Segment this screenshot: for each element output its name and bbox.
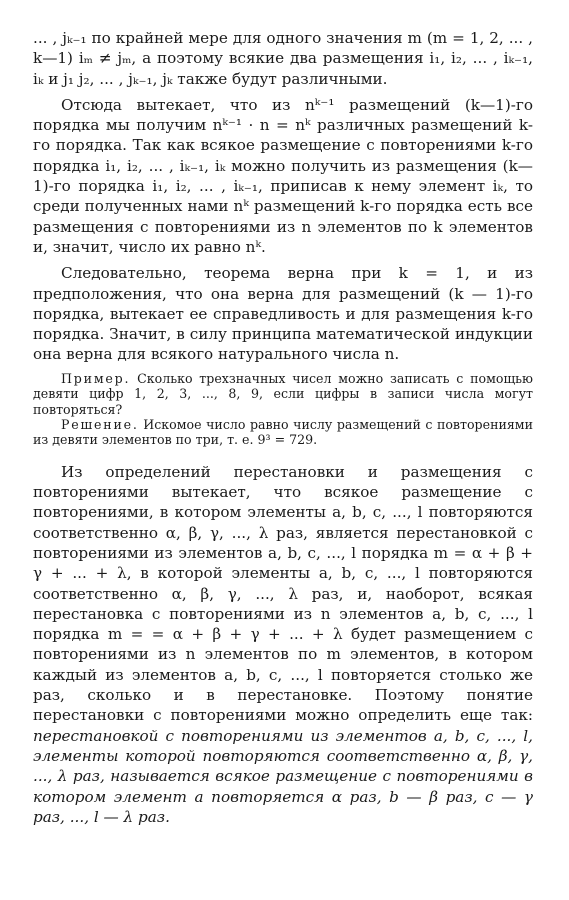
example-label: Пример.: [61, 370, 131, 386]
paragraph-4-plain: Из определений перестановки и размещения с повторениями вытекает, что всякое размещение с повторениями, в котором элементы a, b, c, ..., l повторяются соответственно α, β, γ, ..., λ раз, является перестановкой с повторениями из элементов a, b, c, ..., l порядка m = α + β + γ + ... + λ, в которой элементы a, b, c, ..., l повторяются соответственно α, β, γ, ..., λ раз, и, наоборот, всякая перестановка с повторениями из n элементов a, b, c, ..., l порядка m = = α + β + γ + ... + λ будет размещением с повторениями из n элементов по m элементов, в котором каждый из элементов a, b, c, ..., l повторяется столько же раз, сколько и в перестановке. Поэтому понятие перестановки с повторениями можно определить еще так:: [33, 462, 533, 725]
solution-text: Искомое число равно числу размещений с повторениями из девяти элементов по три, т. е. 9³ = 729.: [33, 416, 533, 448]
page-content: [33, 28, 533, 827]
solution-label: Решение.: [61, 416, 139, 432]
paragraph-3: Следовательно, теорема верна при k = 1, и из предположения, что она верна для размещений (k — 1)-го порядка, вытекает ее справедливость и для размещения k-го порядка. Значит, в силу принципа математической индукции она верна для всякого натурального числа n.: [33, 264, 533, 364]
paragraph-4-definition: перестановкой с повторениями из элементов a, b, c, ..., l, элементы которой повторяются соответственно α, β, γ, ..., λ раз, называется всякое размещение с повторениями в котором элемент a повторяется α раз, b — β раз, c — γ раз, ..., l — λ раз.: [33, 726, 533, 826]
paragraph-4: [33, 462, 533, 827]
solution-block: [33, 417, 533, 448]
example-block: [33, 371, 533, 417]
paragraph-2: Отсюда вытекает, что из nᵏ⁻¹ размещений (k—1)-го порядка мы получим nᵏ⁻¹ · n = nᵏ различных размещений k-го порядка. Так как всякое размещение с повторениями k-го порядка i₁, i₂, ... , iₖ₋₁, iₖ можно получить из размещения (k—1)-го порядка i₁, i₂, ... , iₖ₋₁, приписав к нему элемент iₖ, то среди полученных нами nᵏ размещений k-го порядка есть все размещения с повторениями из n элементов по k элементов и, значит, число их равно nᵏ.: [33, 95, 533, 256]
example-text: Сколько трехзначных чисел можно записать с помощью девяти цифр 1, 2, 3, ..., 8, 9, если цифры в записи числа могут повторяться?: [33, 370, 533, 417]
paragraph-1: ... , jₖ₋₁ по крайней мере для одного значения m (m = 1, 2, ... , k—1) iₘ ≠ jₘ, а поэтому всякие два размещения i₁, i₂, ... , iₖ₋₁, iₖ и j₁ j₂, ... , jₖ₋₁, jₖ также будут различными.: [33, 29, 533, 88]
